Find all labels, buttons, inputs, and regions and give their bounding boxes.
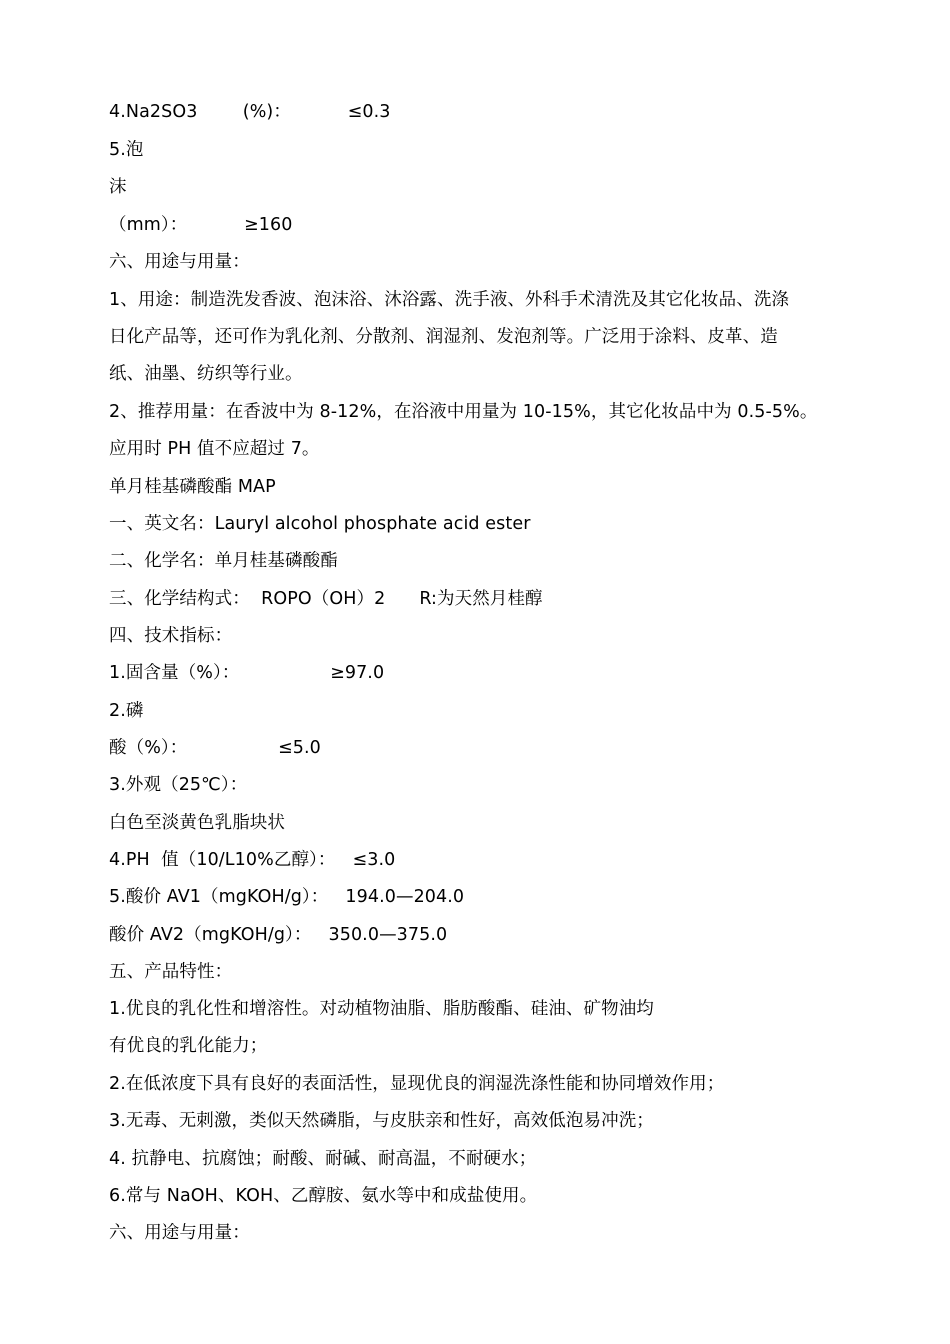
text-line: 沫 xyxy=(109,177,127,197)
section-heading: 一、英文名：Lauryl alcohol phosphate acid ester xyxy=(109,514,531,534)
text-line: 2、推荐用量：在香波中为 8-12%，在浴液中用量为 10-15%，其它化妆品中为 0.5-5%。 xyxy=(109,402,818,422)
section-heading: 五、产品特性： xyxy=(109,962,233,982)
text-line: 3.外观（25℃）： xyxy=(109,775,248,795)
text-line: 1.优良的乳化性和增溶性。对动植物油脂、脂肪酸酯、硅油、矿物油均 xyxy=(109,999,654,1019)
section-heading: 六、用途与用量： xyxy=(109,252,250,272)
text-line: 应用时 PH 值不应超过 7。 xyxy=(109,439,320,459)
text-line: 2.磷 xyxy=(109,701,144,721)
text-line: 1.固含量（%）： ≥97.0 xyxy=(109,663,385,683)
text-line: 纸、油墨、纺织等行业。 xyxy=(109,364,303,384)
text-line: 1、用途：制造洗发香波、泡沫浴、沐浴露、洗手液、外科手术清洗及其它化妆品、洗涤 xyxy=(109,290,790,310)
text-line: 4. 抗静电、抗腐蚀；耐酸、耐碱、耐高温，不耐硬水； xyxy=(109,1149,537,1169)
text-line: 2.在低浓度下具有良好的表面活性，显现优良的润湿洗涤性能和协同增效作用； xyxy=(109,1074,725,1094)
section-heading: 四、技术指标： xyxy=(109,626,233,646)
section-heading: 六、用途与用量： xyxy=(109,1223,250,1243)
text-line: 有优良的乳化能力； xyxy=(109,1036,268,1056)
text-line: （mm）： ≥160 xyxy=(109,215,293,235)
text-line: 4.Na2SO3 (%)： ≤0.3 xyxy=(109,102,391,122)
section-heading: 三、化学结构式： ROPO（OH）2 R:为天然月桂醇 xyxy=(109,589,543,609)
text-line: 5.泡 xyxy=(109,140,144,160)
text-line: 4.PH 值（10/L10%乙醇）： ≤3.0 xyxy=(109,850,396,870)
text-line: 日化产品等，还可作为乳化剂、分散剂、润湿剂、发泡剂等。广泛用于涂料、皮革、造 xyxy=(109,327,778,347)
section-heading: 二、化学名：单月桂基磷酸酯 xyxy=(109,551,338,571)
text-line: 酸（%）： ≤5.0 xyxy=(109,738,321,758)
text-line: 6.常与 NaOH、KOH、乙醇胺、氨水等中和成盐使用。 xyxy=(109,1186,538,1206)
product-title: 单月桂基磷酸酯 MAP xyxy=(109,477,276,497)
text-line: 5.酸价 AV1（mgKOH/g）： 194.0—204.0 xyxy=(109,887,465,907)
text-line: 3.无毒、无刺激，类似天然磷脂，与皮肤亲和性好，高效低泡易冲洗； xyxy=(109,1111,654,1131)
text-line: 白色至淡黄色乳脂块状 xyxy=(109,813,285,833)
text-line: 酸价 AV2（mgKOH/g）： 350.0—375.0 xyxy=(109,925,448,945)
